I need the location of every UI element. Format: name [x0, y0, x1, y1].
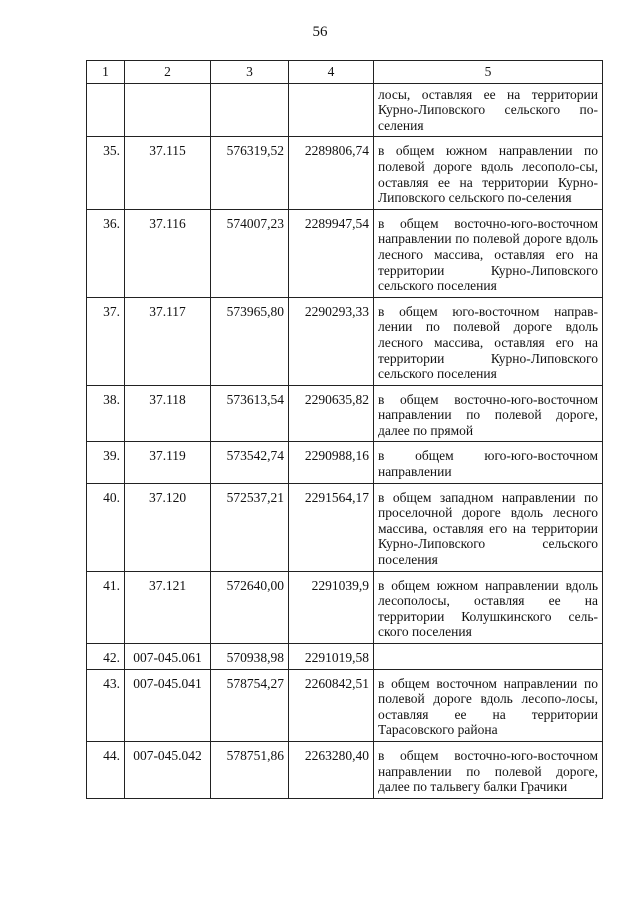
- cell-x: [211, 83, 289, 137]
- cell-index: 35.: [87, 137, 125, 209]
- cell-index: 36.: [87, 209, 125, 297]
- cell-x: 576319,52: [211, 137, 289, 209]
- cell-x: 572640,00: [211, 571, 289, 643]
- boundary-points-table: [86, 60, 603, 799]
- cell-y: 2260842,51: [289, 669, 374, 741]
- cell-index: 37.: [87, 297, 125, 385]
- table-row: [87, 385, 603, 442]
- table-header-row: [87, 61, 603, 84]
- cell-x: 578751,86: [211, 741, 289, 798]
- cell-y: 2291564,17: [289, 483, 374, 571]
- column-header-y: 4: [289, 61, 374, 84]
- cell-point: 37.115: [125, 137, 211, 209]
- cell-description: в общем восточном направлении по полевой дороге вдоль лесопо-лосы, оставляя ее на территории Тарасовского района: [374, 669, 603, 741]
- table-row: [87, 209, 603, 297]
- cell-y: 2289947,54: [289, 209, 374, 297]
- cell-x: 573542,74: [211, 442, 289, 483]
- table-row: [87, 442, 603, 483]
- column-header-point: 2: [125, 61, 211, 84]
- cell-y: 2291039,9: [289, 571, 374, 643]
- cell-index: 44.: [87, 741, 125, 798]
- cell-index: 43.: [87, 669, 125, 741]
- cell-x: 573965,80: [211, 297, 289, 385]
- cell-description: в общем восточно-юго-восточном направлении по полевой дороге вдоль лесного массива, оставляя его на территории Курно-Липовского сельского поселения: [374, 209, 603, 297]
- cell-description: в общем юго-юго-восточном направлении: [374, 442, 603, 483]
- cell-point: 37.120: [125, 483, 211, 571]
- cell-point: 37.116: [125, 209, 211, 297]
- cell-y: 2290635,82: [289, 385, 374, 442]
- table-row: [87, 644, 603, 670]
- cell-x: 574007,23: [211, 209, 289, 297]
- table-row: [87, 483, 603, 571]
- cell-description: [374, 644, 603, 670]
- cell-x: 572537,21: [211, 483, 289, 571]
- cell-point: 37.121: [125, 571, 211, 643]
- cell-index: 39.: [87, 442, 125, 483]
- continuation-row: [87, 83, 603, 137]
- cell-y: 2291019,58: [289, 644, 374, 670]
- cell-point: 007-045.041: [125, 669, 211, 741]
- table-row: [87, 297, 603, 385]
- table-row: [87, 137, 603, 209]
- cell-point: 37.117: [125, 297, 211, 385]
- cell-y: 2290988,16: [289, 442, 374, 483]
- table-row: [87, 571, 603, 643]
- cell-point: 007-045.061: [125, 644, 211, 670]
- column-header-x: 3: [211, 61, 289, 84]
- column-header-description: 5: [374, 61, 603, 84]
- cell-y: 2263280,40: [289, 741, 374, 798]
- cell-description: в общем юго-восточном направ-лении по полевой дороге вдоль лесного массива, оставляя его на территории Курно-Липовского сельского поселения: [374, 297, 603, 385]
- cell-y: [289, 83, 374, 137]
- cell-x: 573613,54: [211, 385, 289, 442]
- cell-description: в общем восточно-юго-восточном направлении по полевой дороге, далее по тальвегу балки Грачики: [374, 741, 603, 798]
- cell-index: [87, 83, 125, 137]
- cell-point: 37.119: [125, 442, 211, 483]
- table-row: [87, 669, 603, 741]
- cell-index: 42.: [87, 644, 125, 670]
- cell-index: 41.: [87, 571, 125, 643]
- cell-y: 2289806,74: [289, 137, 374, 209]
- page-number: 56: [312, 24, 328, 40]
- cell-index: 40.: [87, 483, 125, 571]
- cell-description: лосы, оставляя ее на территории Курно-Липовского сельского по-селения: [374, 83, 603, 137]
- cell-x: 578754,27: [211, 669, 289, 741]
- cell-x: 570938,98: [211, 644, 289, 670]
- cell-y: 2290293,33: [289, 297, 374, 385]
- cell-description: в общем восточно-юго-восточном направлении по полевой дороге, далее по прямой: [374, 385, 603, 442]
- cell-description: в общем западном направлении по проселочной дороге вдоль лесного массива, оставляя его на территории Курно-Липовского сельского поселения: [374, 483, 603, 571]
- table-row: [87, 741, 603, 798]
- cell-description: в общем южном направлении вдоль лесополосы, оставляя ее на территории Колушкинского сель-ского поселения: [374, 571, 603, 643]
- cell-point: 37.118: [125, 385, 211, 442]
- cell-point: 007-045.042: [125, 741, 211, 798]
- cell-point: [125, 83, 211, 137]
- cell-description: в общем южном направлении по полевой дороге вдоль лесополо-сы, оставляя ее на территории Курно-Липовского сельского по-селения: [374, 137, 603, 209]
- column-header-index: 1: [87, 61, 125, 84]
- cell-index: 38.: [87, 385, 125, 442]
